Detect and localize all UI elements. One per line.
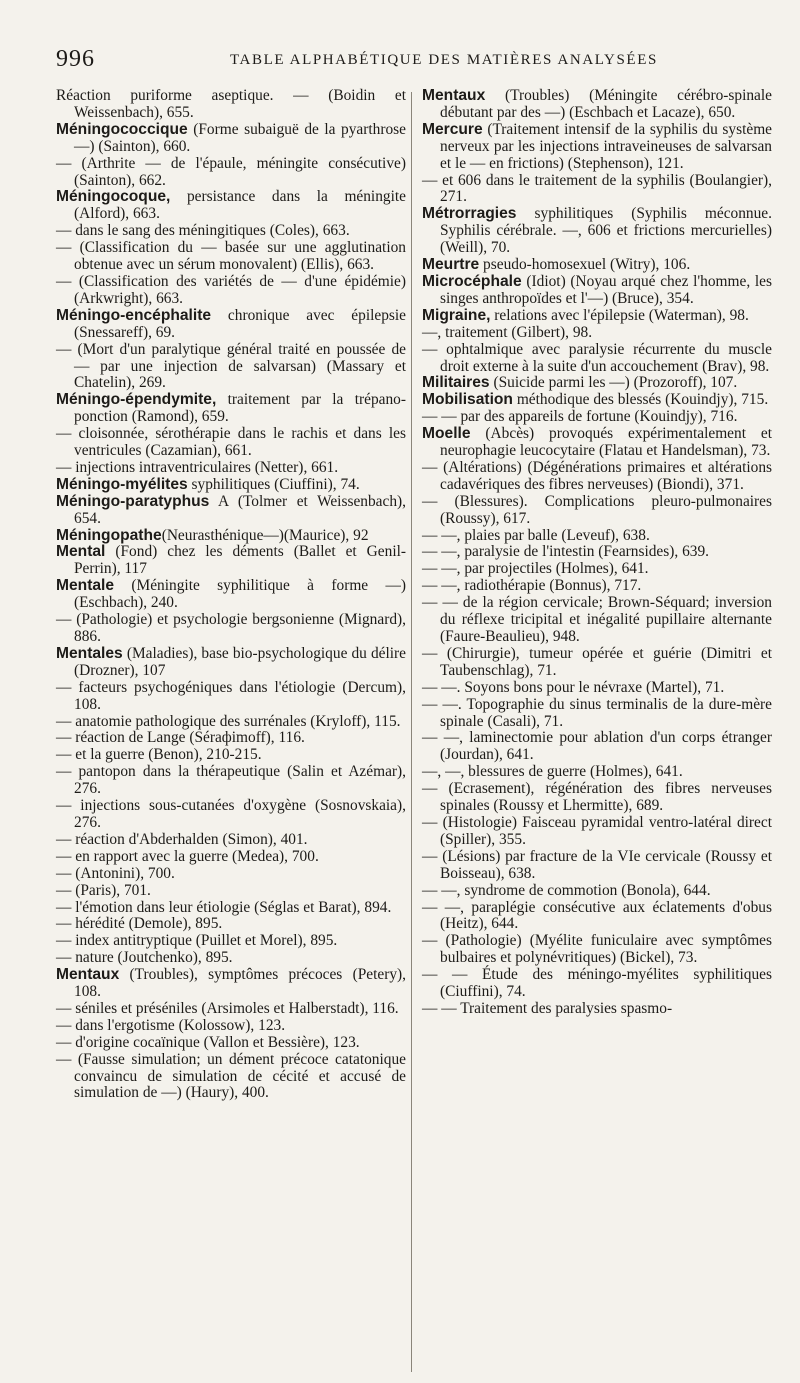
entry-text: — —, paraplégie consécutive aux éclatements d'obus (Heitz), 644. (422, 898, 772, 933)
index-entry (56, 798, 406, 832)
entry-text: — (Lésions) par fracture de la VIe cervicale (Roussy et Boisseau), 638. (422, 847, 772, 882)
entry-heading: Méningocoque, (56, 188, 171, 206)
entry-text: traitement par la trépano-ponction (Ramond), 659. (74, 391, 406, 426)
entry-text: — en rapport avec la guerre (Medea), 700. (56, 847, 319, 865)
entry-heading: Mentale (56, 577, 115, 595)
entry-heading: Mental (56, 543, 106, 561)
entry-text: — injections sous-cutanées d'oxygène (Sosnovskaia), 276. (56, 797, 406, 831)
entry-text: — réaction de Lange (Séraфimoff), 116. (56, 729, 305, 747)
entry-heading: Microcéphale (422, 272, 522, 290)
index-entry (422, 544, 772, 561)
entry-text: — — par des appareils de fortune (Kouindjy), 716. (422, 408, 738, 426)
entry-heading: Méningo-épendymite, (56, 391, 217, 409)
index-entry (56, 730, 406, 747)
entry-text: syphilitiques (Ciuffini), 74. (187, 475, 360, 493)
index-entry (422, 460, 772, 494)
index-entry (422, 815, 772, 849)
entry-text: méthodique des blessés (Kouindjy), 715. (512, 391, 769, 409)
entry-text: — séniles et préséniles (Arsimoles et Halberstadt), 116. (56, 999, 399, 1017)
index-entry (422, 697, 772, 731)
entry-text: — (Antonini), 700. (56, 864, 175, 882)
index-entry (422, 680, 772, 697)
index-entry (422, 88, 772, 122)
index-entry (56, 883, 406, 900)
index-entry (56, 240, 406, 274)
entry-text: — réaction d'Abderhalden (Simon), 401. (56, 830, 308, 848)
entry-text: — (Ecrasement), régénération des fibres nerveuses spinales (Roussy et Lhermitte), 689. (422, 780, 772, 815)
index-entry (422, 342, 772, 376)
entry-text: — —. Soyons bons pour le névraxe (Martel), 71. (422, 678, 725, 696)
entry-text: — (Chirurgie), tumeur opérée et guérie (Dimitri et Taubenschlag), 71. (422, 644, 772, 679)
entry-text: A (Tolmer et Weissenbach), 654. (74, 492, 406, 527)
entry-text: — ophtalmique avec paralysie récurrente du muscle droit externe à la suite d'un accouchement (Brav), 98. (422, 340, 772, 375)
entry-text: persistance dans la méningite (Alford), 663. (74, 188, 406, 223)
entry-text: (Idiot) (Noyau arqué chez l'homme, les singes anthropoïdes et l'—) (Bruce), 354. (440, 272, 772, 307)
index-entry (422, 595, 772, 646)
index-entry (56, 528, 406, 545)
index-entry (56, 612, 406, 646)
entry-text: — — Traitement des paralysies spasmo- (422, 999, 673, 1017)
index-entry (422, 883, 772, 900)
entry-text: — dans le sang des méningitiques (Coles), 663. (56, 222, 350, 240)
index-entry (422, 274, 772, 308)
index-entry (56, 308, 406, 342)
entry-text: (Abcès) provoqués expérimentalement et neurophagie leucocytaire (Flatau et Handelsman), 73. (440, 425, 772, 460)
entry-text: (Forme subaiguë de la pyarthrose —) (Sainton), 660. (74, 120, 406, 155)
entry-text: — facteurs psychogéniques dans l'étiologie (Dercum), 108. (56, 678, 406, 713)
entry-text: — (Altérations) (Dégénérations primaires et altérations cadavériques des fibres nerveuses) (Biondi), 371. (422, 458, 772, 493)
entry-text: — (Arthrite — de l'épaule, méningite consécutive) (Sainton), 662. (56, 154, 406, 189)
entry-heading: Méningo-encéphalite (56, 306, 212, 324)
entry-text: — et 606 dans le traitement de la syphilis (Boulangier), 271. (422, 171, 772, 206)
index-entry (56, 764, 406, 798)
index-entry (56, 426, 406, 460)
entry-heading: Méningo-myélites (56, 475, 188, 493)
entry-text: — (Classification des variétés de — d'une épidémie) (Arkwright), 663. (56, 272, 406, 307)
entry-text: Réaction puriforme aseptique. — (Boidin et Weissenbach), 655. (56, 87, 406, 121)
index-entry (56, 967, 406, 1001)
index-entry (422, 849, 772, 883)
entry-text: — d'origine cocaïnique (Vallon et Bessière), 123. (56, 1033, 360, 1051)
index-entry (422, 900, 772, 934)
index-entry (422, 426, 772, 460)
index-entry (56, 88, 406, 122)
entry-text: syphilitiques (Syphilis méconnue. Syphilis cérébrale. —, 606 et frictions mercurielles) (Weill), 70. (440, 205, 772, 257)
index-entry (56, 933, 406, 950)
entry-heading: Mentaux (422, 87, 486, 104)
entry-text: — (Pathologie) et psychologie bergsonienne (Mignard), 886. (56, 611, 406, 645)
entry-text: (Troubles) (Méningite cérébro-spinale débutant par des —) (Eschbach et Lacaze), 650. (440, 87, 772, 121)
index-entry (422, 409, 772, 426)
entry-text: — —, paralysie de l'intestin (Fearnsides), 639. (422, 543, 710, 561)
index-entry (422, 781, 772, 815)
index-entry (422, 764, 772, 781)
entry-text: — et la guerre (Benon), 210-215. (56, 746, 262, 764)
index-entry (56, 494, 406, 528)
index-entry (56, 274, 406, 308)
index-entry (56, 714, 406, 731)
index-entry (56, 950, 406, 967)
right-column (422, 88, 772, 1018)
entry-text: — —, syndrome de commotion (Bonola), 644. (422, 881, 711, 899)
entry-text: — (Fausse simulation; un dément précoce catatonique convaincu de simulation de cécité et accusé de simulation de —) (Haury), 400. (56, 1050, 406, 1102)
index-entry (422, 308, 772, 325)
index-entry (422, 122, 772, 173)
entry-text: — — de la région cervicale; Brown-Séquard; inversion du réflexe tricipital et inégalité pupillaire alternante (Faure-Beaulieu), 948. (422, 594, 772, 645)
entry-heading: Mentaux (56, 966, 120, 984)
entry-text: — nature (Joutchenko), 895. (56, 949, 233, 967)
entry-text: — dans l'ergotisme (Kolossow), 123. (56, 1016, 286, 1034)
entry-text: chronique avec épilepsie (Snessareff), 69. (74, 306, 406, 341)
index-entry (422, 561, 772, 578)
index-entry (56, 1035, 406, 1052)
entry-heading: Méningo-paratyphus (56, 492, 210, 510)
index-entry (422, 257, 772, 274)
index-entry (422, 528, 772, 545)
index-entry (422, 578, 772, 595)
index-entry (422, 206, 772, 257)
entry-heading: Moelle (422, 425, 471, 443)
entry-heading: Mentales (56, 644, 123, 662)
column-divider (411, 92, 412, 1372)
entry-text: — —, laminectomie pour ablation d'un corps étranger (Jourdan), 641. (422, 729, 772, 764)
entry-heading: Mercure (422, 120, 483, 138)
entry-text: — —, par projectiles (Holmes), 641. (422, 560, 649, 578)
index-entry (56, 900, 406, 917)
entry-text: — anatomie pathologique des surrénales (Kryloff), 115. (56, 712, 401, 730)
entry-heading: Métrorragies (422, 205, 517, 223)
left-column (56, 88, 406, 1102)
index-entry (56, 392, 406, 426)
index-entry (422, 173, 772, 207)
index-entry (56, 223, 406, 240)
index-entry (56, 578, 406, 612)
entry-text: — cloisonnée, sérothérapie dans le rachis et dans les ventricules (Cazamian), 661. (56, 425, 406, 460)
entry-text: — (Mort d'un paralytique général traité en poussée de — par une injection de salvarsan) (Massary et Chatelin), 269. (56, 340, 406, 392)
entry-text: — (Classification du — basée sur une agglutination obtenue avec un sérum monovalent) (Ellis), 663. (56, 239, 406, 274)
entry-text: pseudo-homosexuel (Witry), 106. (479, 256, 691, 274)
page-header (56, 46, 760, 80)
entry-text: — —, plaies par balle (Leveuf), 638. (422, 526, 650, 544)
index-entry (56, 1018, 406, 1035)
entry-text: — injections intraventriculaires (Netter), 661. (56, 458, 339, 476)
entry-text: — index antitryptique (Puillet et Morel), 895. (56, 932, 338, 950)
entry-text: — (Histologie) Faisceau pyramidal ventro-latéral direct (Spiller), 355. (422, 813, 772, 848)
index-entry (422, 494, 772, 528)
index-entry (422, 392, 772, 409)
entry-text: (Troubles), symptômes précoces (Petery), 108. (74, 966, 406, 1001)
index-entry (422, 375, 772, 392)
index-entry (422, 646, 772, 680)
index-entry (56, 646, 406, 680)
entry-text: — pantopon dans la thérapeutique (Salin et Azémar), 276. (56, 763, 406, 798)
entry-heading: Mobilisation (422, 391, 513, 409)
entry-text: (Maladies), base bio-psychologique du délire (Drozner), 107 (74, 644, 406, 679)
entry-heading: Meurtre (422, 256, 480, 274)
entry-text: — l'émotion dans leur étiologie (Séglas et Barat), 894. (56, 898, 392, 916)
entry-text: —, —, blessures de guerre (Holmes), 641. (422, 763, 683, 781)
index-entry (56, 680, 406, 714)
index-entry (56, 1052, 406, 1103)
index-entry (422, 1001, 772, 1018)
entry-text: — hérédité (Demole), 895. (56, 915, 223, 933)
index-entry (56, 189, 406, 223)
entry-text: (Suicide parmi les —) (Prozoroff), 107. (489, 374, 738, 392)
entry-text: — —, radiothérapie (Bonnus), 717. (422, 577, 642, 595)
index-entry (56, 544, 406, 578)
index-entry (422, 933, 772, 967)
entry-text: — —. Topographie du sinus terminalis de la dure-mère spinale (Casali), 71. (422, 695, 772, 730)
entry-heading: Migraine, (422, 306, 491, 324)
index-entry (56, 832, 406, 849)
entry-text: — (Blessures). Complications pleuro-pulmonaires (Roussy), 617. (422, 492, 772, 527)
entry-text: (Méningite syphilitique à forme —) (Eschbach), 240. (74, 577, 406, 612)
entry-text: — (Paris), 701. (56, 881, 151, 899)
index-entry (56, 866, 406, 883)
page-number: 996 (56, 46, 95, 72)
index-entry (56, 1001, 406, 1018)
index-entry (56, 460, 406, 477)
index-entry (56, 122, 406, 156)
index-entry (56, 849, 406, 866)
index-entry (422, 967, 772, 1001)
index-entry (56, 916, 406, 933)
entry-text: — (Pathologie) (Myélite funiculaire avec symptômes bulbaires et polynévritiques) (Bickel), 73. (422, 932, 772, 967)
entry-text: relations avec l'épilepsie (Waterman), 98. (490, 306, 749, 324)
entry-text: (Fond) chez les déments (Ballet et Genil-Perrin), 117 (74, 543, 406, 578)
index-entry (56, 156, 406, 190)
index-entry (56, 477, 406, 494)
entry-text: — — Étude des méningo-myélites syphilitiques (Ciuffini), 74. (422, 966, 772, 1001)
index-entry (56, 747, 406, 764)
entry-heading: Méningococcique (56, 120, 188, 138)
running-title: TABLE ALPHABÉTIQUE DES MATIÈRES ANALYSÉES (230, 52, 658, 68)
entry-text: (Neurasthénique—)(Maurice), 92 (161, 526, 369, 544)
entry-heading: Méningopathe (56, 526, 162, 544)
index-entry (56, 342, 406, 393)
index-entry (422, 730, 772, 764)
entry-heading: Militaires (422, 374, 490, 392)
entry-text: (Traitement intensif de la syphilis du système nerveux par les injections intraveineuses de salvarsan et le — en frictions) (Stephenson), 121. (440, 120, 772, 172)
entry-text: —, traitement (Gilbert), 98. (422, 323, 593, 341)
index-entry (422, 325, 772, 342)
